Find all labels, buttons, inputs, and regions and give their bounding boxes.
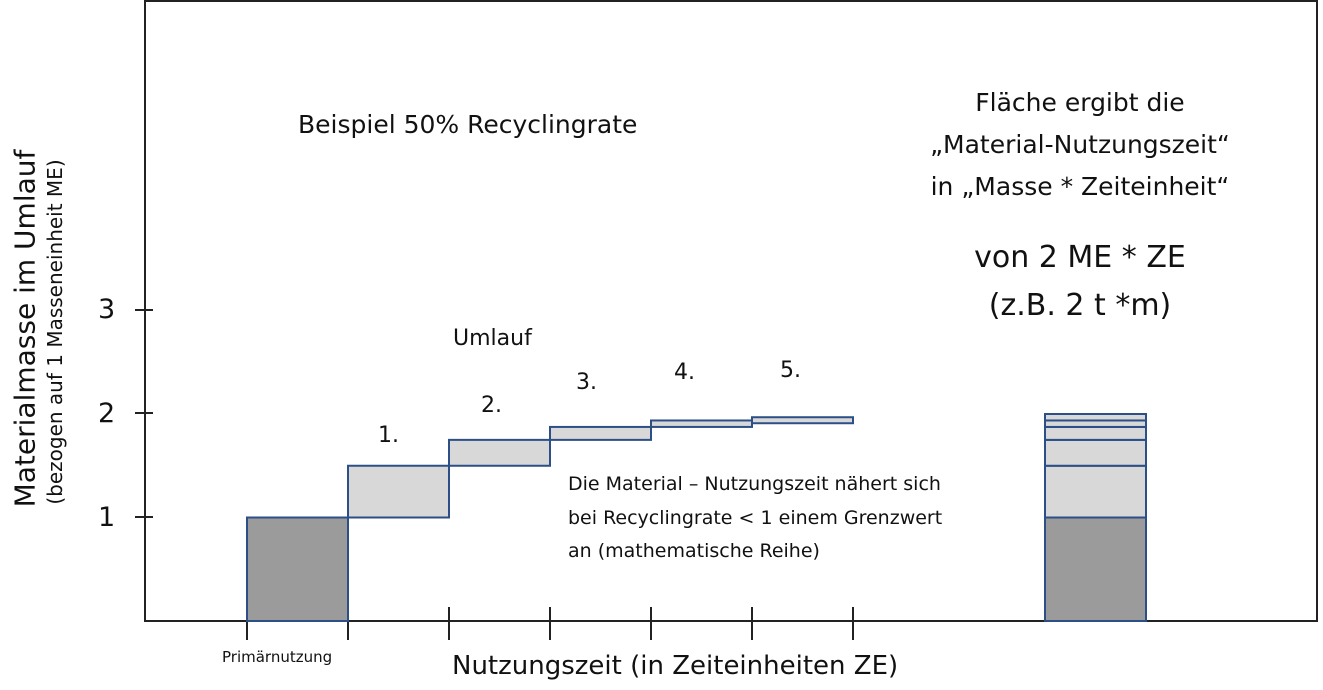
recycle-step-5	[752, 417, 853, 423]
step-label-1: 1.	[378, 423, 399, 448]
recycle-step-4	[651, 420, 752, 426]
area-note-line-1: Fläche ergibt die	[975, 88, 1185, 117]
area-value-line-2: (z.B. 2 t *m)	[988, 288, 1172, 323]
x-first-tick-label: Primärnutzung	[222, 648, 333, 666]
stack-segment-1	[1045, 466, 1146, 518]
series-note-line-2: bei Recyclingrate < 1 einem Grenzwert	[568, 507, 943, 529]
recycle-step-3	[550, 427, 651, 440]
stack-segment-0	[1045, 518, 1146, 622]
y-tick-label-3: 3	[98, 294, 116, 325]
recycle-step-1	[348, 466, 449, 518]
stack-segment-2	[1045, 440, 1146, 466]
diagram-title: Beispiel 50% Recyclingrate	[298, 110, 638, 139]
y-tick-label-1: 1	[98, 502, 116, 533]
step-label-3: 3.	[576, 370, 597, 395]
area-note-line-3: in „Masse * Zeiteinheit“	[930, 172, 1230, 201]
y-axis-label: Materialmasse im Umlauf	[8, 149, 42, 508]
x-axis-label: Nutzungszeit (in Zeiteinheiten ZE)	[452, 651, 899, 681]
step-label-2: 2.	[481, 393, 502, 418]
step-label-5: 5.	[780, 358, 801, 383]
y-tick-label-2: 2	[98, 398, 116, 429]
y-axis-sublabel: (bezogen auf 1 Masseneinheit ME)	[43, 159, 67, 505]
series-note-line-1: Die Material – Nutzungszeit nähert sich	[568, 473, 941, 495]
umlauf-label: Umlauf	[453, 326, 532, 351]
recycle-step-2	[449, 440, 550, 466]
primary-bar	[247, 518, 348, 622]
stacked-bar	[1045, 414, 1146, 621]
area-value-line-1: von 2 ME * ZE	[974, 240, 1186, 275]
stack-segment-5	[1045, 414, 1146, 420]
series-note-line-3: an (mathematische Reihe)	[568, 540, 820, 562]
area-note-line-2: „Material-Nutzungszeit“	[930, 130, 1230, 159]
step-label-4: 4.	[674, 360, 695, 385]
stack-segment-3	[1045, 427, 1146, 440]
